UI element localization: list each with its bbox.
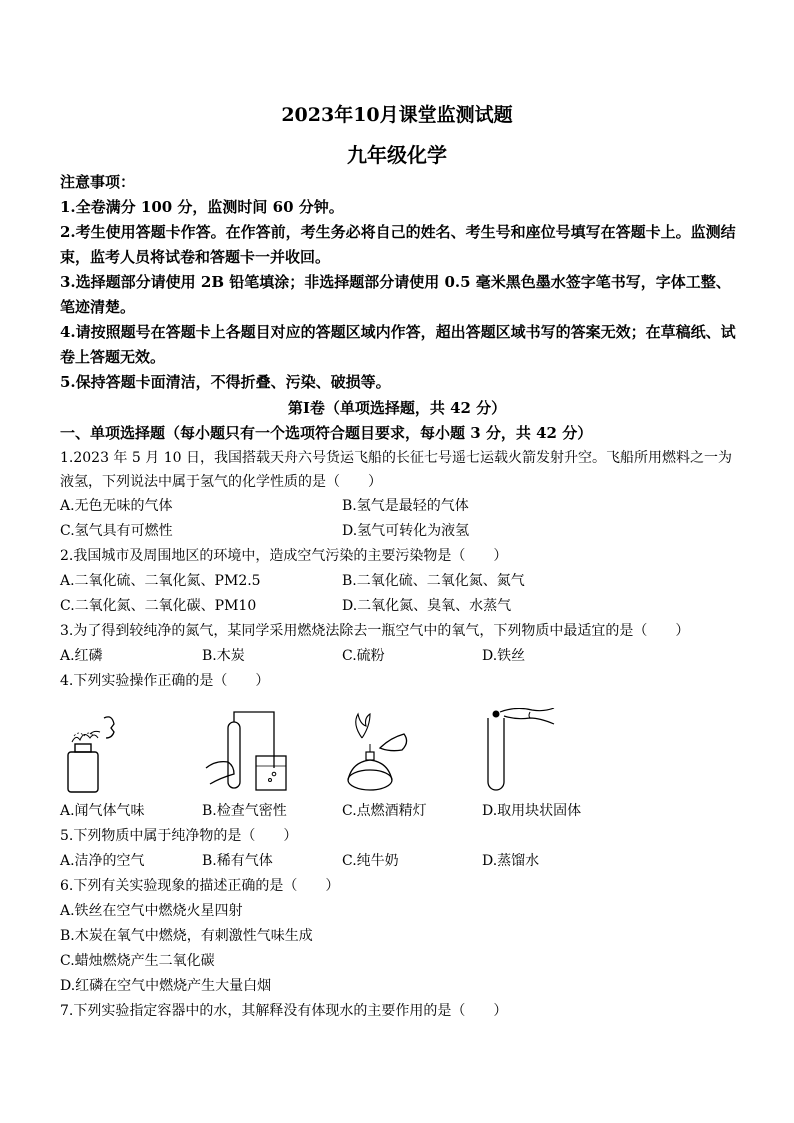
notice-block [60, 170, 740, 395]
option-row [60, 924, 740, 948]
add-solid-to-tube-icon [480, 708, 560, 794]
figure-captions [60, 799, 740, 823]
notice-item: 2.考生使用答题卡作答。在作答前，考生务必将自己的姓名、考生号和座位号填写在答题卡上。监测结束，监考人员将试卷和答题卡一并收回。 [60, 223, 736, 266]
option-b: B.氢气是最轻的气体 [342, 498, 469, 514]
airtightness-check-icon [200, 708, 290, 794]
notice-item: 3.选择题部分请使用 2B 铅笔填涂；非选择题部分请使用 0.5 毫米黑色墨水签字笔书写，字体工整、笔迹清楚。 [60, 273, 731, 316]
notice-item: 1.全卷满分 100 分，监测时间 60 分钟。 [60, 198, 344, 216]
option-d: D.铁丝 [482, 648, 526, 664]
option-a: A.洁净的空气 [60, 853, 145, 869]
option-d: D.氢气可转化为液氢 [342, 523, 470, 539]
option-d: D.蒸馏水 [482, 853, 540, 869]
option-c: C.蜡烛燃烧产生二氧化碳 [60, 953, 215, 969]
option-b: B.木炭 [202, 648, 245, 664]
question-stem: 1.2023 年 5 月 10 日，我国搭载天舟六号货运飞船的长征七号遥七运载火箭发射升空。飞船所用燃料之一为液氢，下列说法中属于氢气的化学性质的是（ ） [60, 450, 732, 490]
notice-label: 注意事项： [60, 173, 136, 191]
option-row [60, 494, 740, 518]
option-b: B.稀有气体 [202, 853, 273, 869]
option-d: D.取用块状固体 [482, 803, 582, 819]
option-b: B.木炭在氧气中燃烧，有刺激性气味生成 [60, 928, 313, 944]
question-stem: 7.下列实验指定容器中的水，其解释没有体现水的主要作用的是（ ） [60, 1003, 508, 1019]
figure-c [340, 708, 420, 798]
option-a: A.无色无味的气体 [60, 498, 173, 514]
light-alcohol-lamp-icon [340, 708, 420, 794]
option-b: B.检查气密性 [202, 803, 287, 819]
smell-gas-icon [60, 708, 130, 794]
option-d: D.红磷在空气中燃烧产生大量白烟 [60, 978, 272, 994]
option-b: B.二氧化硫、二氧化氮、氮气 [342, 573, 525, 589]
option-row [60, 949, 740, 973]
option-c: C.二氧化氮、二氧化碳、PM10 [60, 598, 257, 614]
option-row [60, 594, 740, 618]
option-row [60, 519, 740, 543]
notice-item: 4.请按照题号在答题卡上各题目对应的答题区域内作答，超出答题区域书写的答案无效；在草稿纸、试卷上答题无效。 [60, 323, 736, 366]
question-stem: 6.下列有关实验现象的描述正确的是（ ） [60, 878, 340, 894]
exam-title: 2023年10月课堂监测试题 [281, 104, 513, 126]
option-row [60, 899, 740, 923]
option-c: C.氢气具有可燃性 [60, 523, 173, 539]
notice-item: 5.保持答题卡面清洁，不得折叠、污染、破损等。 [60, 373, 391, 391]
question-stem: 3.为了得到较纯净的氮气，某同学采用燃烧法除去一瓶空气中的氧气，下列物质中最适宜的是（ ） [60, 623, 690, 639]
option-row [60, 569, 740, 593]
figure-d [480, 708, 560, 798]
option-c: C.点燃酒精灯 [342, 803, 427, 819]
option-a: A.闻气体气味 [60, 803, 145, 819]
section-heading: 一、单项选择题（每小题只有一个选项符合题目要求，每小题 3 分，共 42 分） [60, 424, 593, 442]
option-c: C.硫粉 [342, 648, 385, 664]
option-a: A.二氧化硫、二氧化氮、PM2.5 [60, 573, 261, 589]
option-a: A.红磷 [60, 648, 103, 664]
question-stem: 5.下列物质中属于纯净物的是（ ） [60, 828, 298, 844]
question-stem: 4.下列实验操作正确的是（ ） [60, 673, 270, 689]
exam-subject: 九年级化学 [347, 143, 447, 167]
option-d: D.二氧化氮、臭氧、水蒸气 [342, 598, 512, 614]
option-a: A.铁丝在空气中燃烧火星四射 [60, 903, 243, 919]
question-stem: 2.我国城市及周围地区的环境中，造成空气污染的主要污染物是（ ） [60, 548, 508, 564]
part-title: 第Ⅰ卷（单项选择题，共 42 分） [287, 399, 507, 417]
option-row [60, 974, 740, 998]
option-row [60, 644, 740, 668]
figure-b [200, 708, 290, 798]
option-row [60, 849, 740, 873]
figure-a [60, 708, 130, 798]
option-c: C.纯牛奶 [342, 853, 399, 869]
